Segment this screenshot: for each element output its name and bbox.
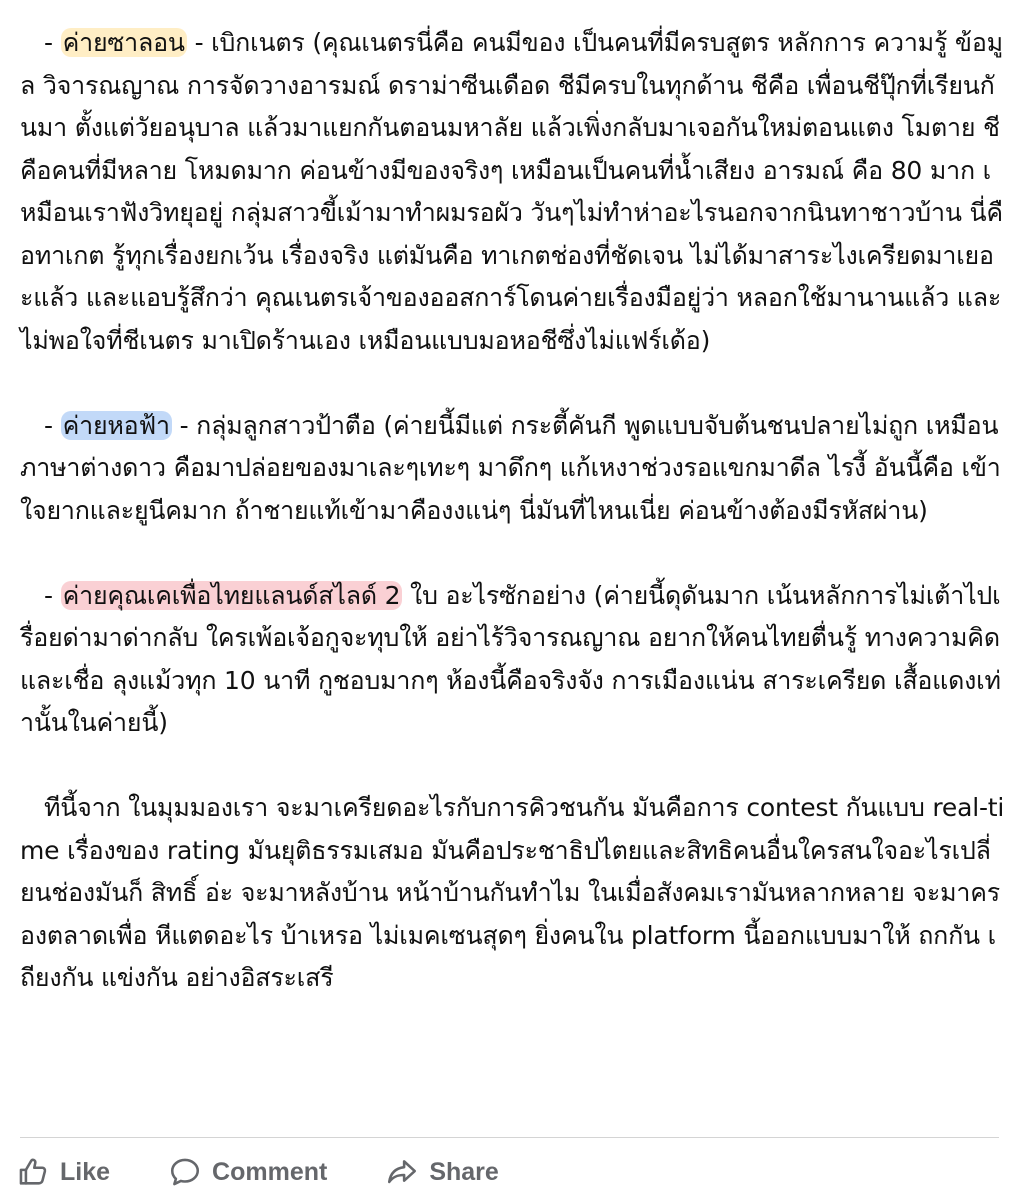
bullet-prefix: - [44,410,61,440]
camp-name-highlight-khun-k: ค่ายคุณเคเพื่อไทยแลนด์สไลด์ 2 [62,580,401,610]
comment-label: Comment [212,1157,328,1186]
paragraph-text: - เบิกเนตร (คุณเนตรนี่คือ คนมีของ เป็นคนที่มีครบสูตร หลักการ ความรู้ ข้อมูล วิจารณญาณ การจัดวางอารมณ์ ดราม่าซีนเดือด ชีมีครบในทุกด้าน ชีคือ เพื่อนชีปุ๊กที่เรียนกันมา ตั้งแต่วัยอนุบาล แล้วมาแยกกันตอนมหาลัย แล้วเพิ่งกลับมาเจอกันใหม่ตอนแตง โมตาย ชีคือคนที่มีหลาย โหมดมาก ค่อนข้างมีของจริงๆ เหมือนเป็นคนที่น้ำเสียง อารมณ์ คือ 80 มาก เหมือนเราฟังวิทยุอยู่ กลุ่มสาวขี้เม้ามาทำผมรอผัว วันๆไม่ทำห่าอะไรนอกจากนินทาชาวบ้าน นี่คือทาเกต รู้ทุกเรื่องยกเว้น เรื่องจริง แต่มันคือ ทาเกตช่องที่ชัดเจน ไม่ได้มาสาระไงเครียดมาเยอะแล้ว และแอบรู้สึกว่า คุณเนตรเจ้าของออสการ์โดนค่ายเรื่องมือยู่ว่า หลอกใช้มานานแล้ว และไม่พอใจที่ชีเนตร มาเปิดร้านเอง เหมือนแบบมอหอชีซึ่งไม่แฟร์เด้อ) [20,28,1003,355]
like-button[interactable] [16,1155,110,1189]
like-label: Like [60,1157,111,1186]
paragraph-text: ทีนี้จาก ในมุมมองเรา จะมาเครียดอะไรกับการคิวชนกัน มันคือการ contest กันแบบ real-time เรื่องของ rating มันยุติธรรมเสมอ มันคือประชาธิปไตยและสิทธิคนอื่นใครสนใจอะไรเปลี่ยนช่องมันก็ สิทธิ์ อ่ะ จะมาหลังบ้าน หน้าบ้านกันทำไม ในเมื่อสังคมเรามันหลากหลาย จะมาครองตลาดเพื่อ หีแตดอะไร บ้าเหรอ ไม่เมคเซนสุดๆ ยิ่งคนใน platform นี้ออกแบบมาให้ ถกกัน เถียงกัน แข่งกัน อย่างอิสระเสรี [20,793,1005,992]
post-body [20,22,1005,1000]
post-paragraph-horfa [20,405,1005,533]
post-action-bar [16,1150,499,1194]
camp-name-highlight-horfa: ค่ายหอฟ้า [62,410,170,440]
share-label: Share [429,1157,499,1186]
post-paragraph-salon [20,22,1005,362]
share-arrow-icon [385,1155,419,1189]
thumbs-up-icon [16,1155,50,1189]
post-paragraph-conclusion [20,787,1005,1000]
share-button[interactable] [385,1155,498,1189]
post-paragraph-khun-k [20,575,1005,745]
paragraph-text: ใบ อะไรซักอย่าง (ค่ายนี้ดุดันมาก เน้นหลักการไม่เต้าไปเรื่อยด่ามาด่ากลับ ใครเพ้อเจ้อกูจะทุบให้ อย่าไร้วิจารณญาณ อยากให้คนไทยตื่นรู้ ทางความคิด และเชื่อ ลุงแม้วทุก 10 นาที กูชอบมากๆ ห้องนี้คือจริงจัง การเมืองแน่น สาระเครียด เสื้อแดงเท่านั้นในค่ายนี้) [20,580,1001,737]
bullet-prefix: - [44,580,61,610]
comment-bubble-icon [168,1155,202,1189]
bullet-prefix: - [44,28,61,57]
camp-name-highlight-salon: ค่ายซาลอน [62,28,185,57]
action-bar-divider [20,1137,999,1138]
paragraph-text: - กลุ่มลูกสาวป้าตือ (ค่ายนี้มีแต่ กระตี้คันกี พูดแบบจับต้นชนปลายไม่ถูก เหมือนภาษาต่างดาว คือมาปล่อยของมาเละๆเทะๆ มาดึกๆ แก้เหงาช่วงรอแขกมาดีล ไรงี้ อันนี้คือ เข้าใจยากและยูนีคมาก ถ้าชายแท้เข้ามาคืองงแน่ๆ นี่มันที่ไหนเนี่ย ค่อนข้างต้องมีรหัสผ่าน) [20,410,1001,525]
comment-button[interactable] [168,1155,327,1189]
